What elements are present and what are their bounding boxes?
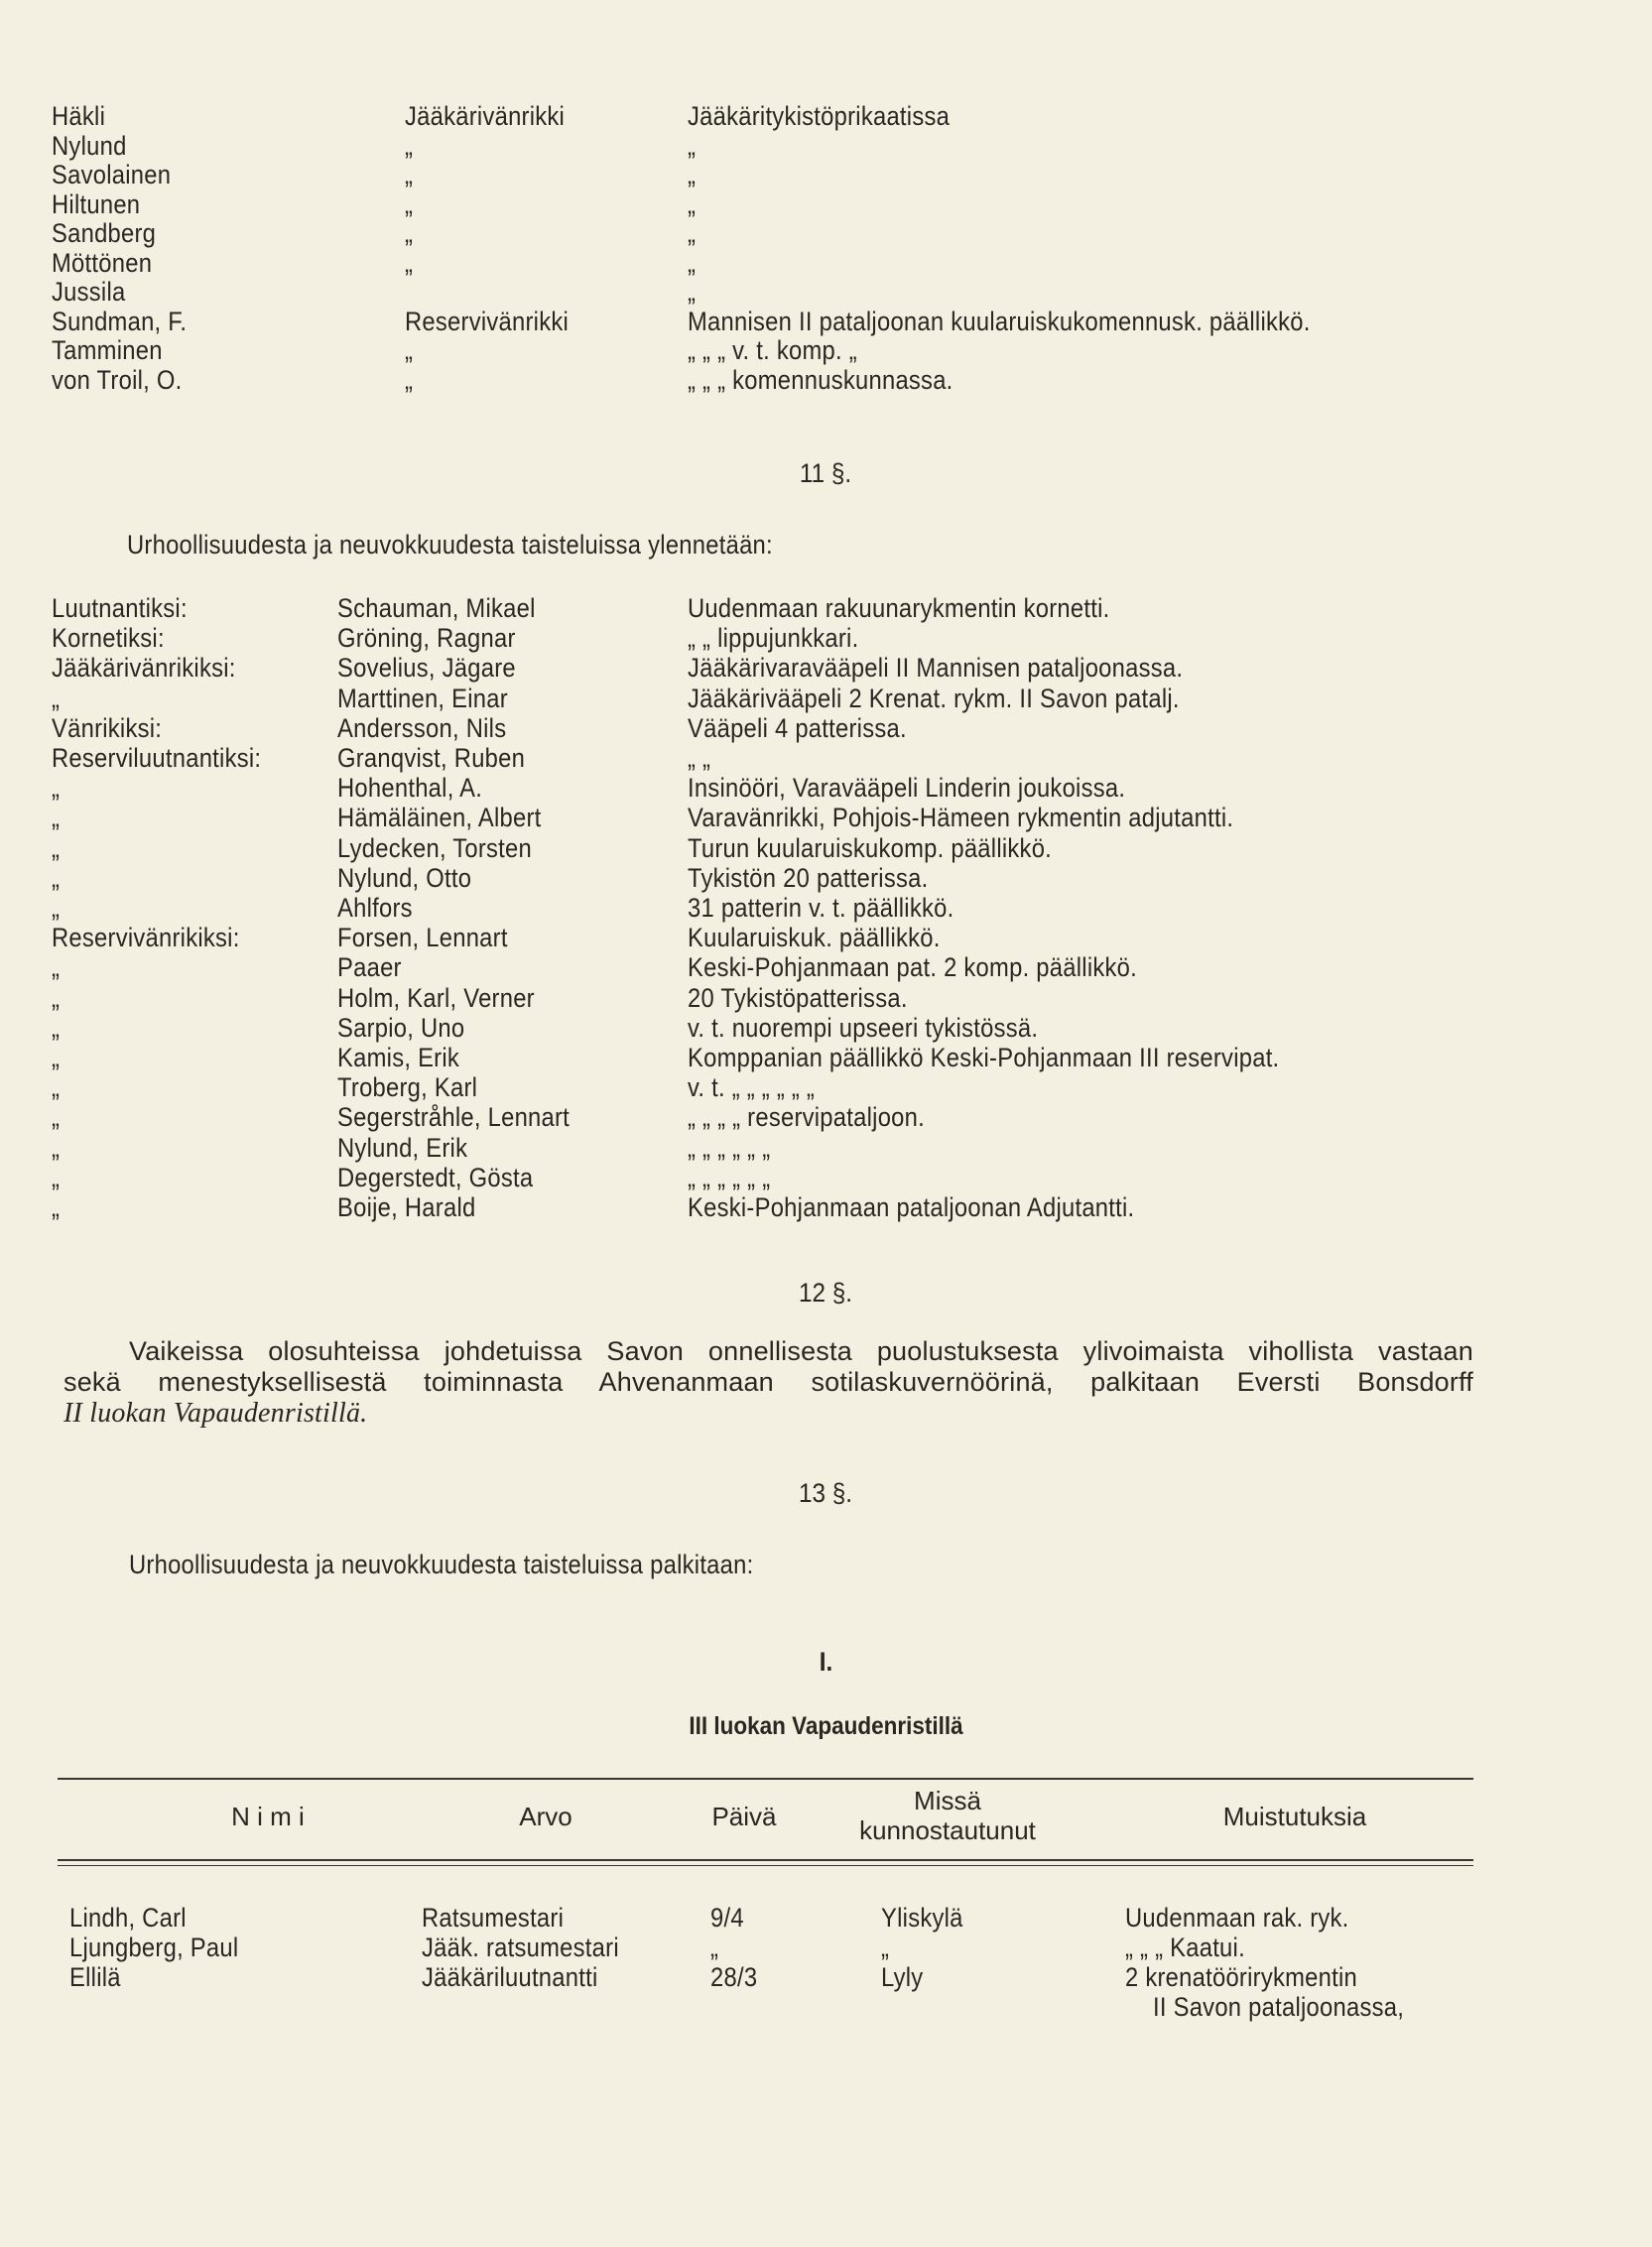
decoration-class-title: III luokan Vapaudenristillä xyxy=(689,1712,963,1740)
section-12-paragraph xyxy=(129,1336,1473,1367)
cell-rank: Ratsumestari xyxy=(422,1903,565,1933)
col-header-name: N i m i xyxy=(231,1802,305,1831)
person-name: Nylund xyxy=(52,130,127,161)
person-unit: „ xyxy=(688,130,697,161)
person-unit: „ xyxy=(688,188,697,219)
promotion-rank: Reserviluutnantiksi: xyxy=(52,743,262,773)
promotion-rank: „ xyxy=(52,1043,61,1072)
person-name: Tamminen xyxy=(52,335,163,365)
person-name: Hiltunen xyxy=(52,188,141,219)
promotion-rank: „ xyxy=(52,1012,61,1043)
promotion-note: Uudenmaan rakuunarykmentin kornetti. xyxy=(688,593,1110,623)
promotion-note: Vääpeli 4 patterissa. xyxy=(688,712,907,743)
promotion-name: Ahlfors xyxy=(337,893,413,923)
promotion-rank: „ xyxy=(52,683,61,713)
promotion-name: Gröning, Ragnar xyxy=(337,623,516,654)
promotion-note: Keski-Pohjanmaan pataljoonan Adjutantti. xyxy=(688,1192,1135,1222)
promotion-note: „ „ lippujunkkari. xyxy=(688,623,859,654)
promotion-note: Tykistön 20 patterissa. xyxy=(688,862,929,893)
promotion-rank: „ xyxy=(52,1192,61,1222)
table-header-rule-2 xyxy=(58,1865,1473,1866)
promotion-name: Sarpio, Uno xyxy=(337,1012,465,1043)
cell-note: Uudenmaan rak. ryk. xyxy=(1125,1903,1349,1933)
promotion-rank: „ xyxy=(52,1102,61,1133)
person-name: Jussila xyxy=(52,277,126,307)
promotion-rank: „ xyxy=(52,1162,61,1192)
cell-name: Ljungberg, Paul xyxy=(69,1933,239,1962)
section-11-heading: 11 §. xyxy=(800,458,852,488)
person-rank: „ xyxy=(405,218,414,248)
promotion-name: Andersson, Nils xyxy=(337,712,507,743)
promotion-name: Troberg, Karl xyxy=(337,1072,478,1103)
promotion-name: Schauman, Mikael xyxy=(337,593,536,623)
person-name: Häkli xyxy=(52,101,106,131)
person-rank: „ xyxy=(405,364,414,395)
person-name: Möttönen xyxy=(52,247,153,278)
promotion-name: Segerstråhle, Lennart xyxy=(337,1102,571,1133)
person-rank: „ xyxy=(405,335,414,365)
person-name: Sandberg xyxy=(52,218,157,248)
cell-rank: Jääkäriluutnantti xyxy=(422,1962,598,1992)
promotion-rank: „ xyxy=(52,1132,61,1163)
section-12-line-1: Vaikeissa olosuhteissa johdetuissa Savon onnellisesta puolustuksesta ylivoimaista vihollista vastaan xyxy=(129,1336,1473,1366)
promotion-rank: Luutnantiksi: xyxy=(52,593,188,623)
promotion-name: Granqvist, Ruben xyxy=(337,743,526,773)
cell-day: „ xyxy=(710,1933,719,1962)
promotion-rank: Kornetiksi: xyxy=(52,623,165,654)
cell-note: „ „ „ Kaatui. xyxy=(1125,1933,1245,1962)
promotion-note: v. t. nuorempi upseeri tykistössä. xyxy=(688,1012,1039,1043)
promotion-name: Paaer xyxy=(337,952,402,983)
promotion-rank: „ xyxy=(52,952,61,983)
person-unit: Jääkäritykistöprikaatissa xyxy=(688,101,951,131)
promotion-note: Turun kuularuiskukomp. päällikkö. xyxy=(688,832,1053,863)
cell-place: Yliskylä xyxy=(881,1903,963,1933)
promotion-note: Komppanian päällikkö Keski-Pohjanmaan III reservipat. xyxy=(688,1043,1280,1072)
section-12-line-3: II luokan Vapaudenristillä. xyxy=(64,1398,368,1429)
col-header-place-2: kunnostautunut xyxy=(859,1815,1036,1845)
promotion-name: Kamis, Erik xyxy=(337,1043,460,1072)
person-unit: „ xyxy=(688,160,697,189)
promotion-note: „ „ „ „ „ „ xyxy=(688,1132,771,1163)
promotion-rank: „ xyxy=(52,1072,61,1103)
person-unit: „ xyxy=(688,247,697,278)
promotion-note: v. t. „ „ „ „ „ „ xyxy=(688,1072,816,1103)
promotion-rank: Jääkärivänrikiksi: xyxy=(52,653,236,684)
promotion-note: „ „ „ „ „ „ xyxy=(688,1162,771,1192)
person-rank: Reservivänrikki xyxy=(405,306,570,336)
person-unit: „ „ „ v. t. komp. „ xyxy=(688,335,857,365)
promotion-note: Jääkärivaravääpeli II Mannisen pataljoonassa. xyxy=(688,653,1184,684)
person-unit: „ xyxy=(688,218,697,248)
table-top-rule xyxy=(58,1778,1473,1780)
person-rank: Jääkärivänrikki xyxy=(405,101,566,131)
promotion-name: Hohenthal, A. xyxy=(337,773,483,804)
promotion-name: Hämäläinen, Albert xyxy=(337,803,542,833)
promotion-rank: „ xyxy=(52,893,61,923)
promotion-rank: „ xyxy=(52,982,61,1013)
promotion-name: Degerstedt, Gösta xyxy=(337,1162,534,1192)
col-header-notes: Muistutuksia xyxy=(1222,1802,1367,1831)
cell-name: Ellilä xyxy=(69,1962,121,1992)
person-rank: „ xyxy=(405,160,414,189)
person-unit: „ xyxy=(688,277,697,307)
section-12-line-2: sekä menestyksellisestä toiminnasta Ahvenanmaan sotilaskuvernöörinä, palkitaan Eversti Bonsdorff xyxy=(64,1367,1473,1397)
promotion-note: „ „ xyxy=(688,743,711,773)
cell-note: 2 krenatöörirykmentin xyxy=(1125,1962,1358,1992)
cell-note-cont: II Savon pataljoonassa, xyxy=(1153,1992,1405,2022)
section-11-intro: Urhoollisuudesta ja neuvokkuudesta taisteluissa ylennetään: xyxy=(127,530,773,560)
cell-name: Lindh, Carl xyxy=(69,1903,187,1933)
promotion-rank: „ xyxy=(52,862,61,893)
person-name: von Troil, O. xyxy=(52,364,183,395)
promotion-note: Insinööri, Varavääpeli Linderin joukoissa. xyxy=(688,773,1126,804)
promotion-rank: „ xyxy=(52,832,61,863)
person-name: Savolainen xyxy=(52,160,172,189)
promotion-note: Keski-Pohjanmaan pat. 2 komp. päällikkö. xyxy=(688,952,1138,983)
promotion-note: „ „ „ „ reservipataljoon. xyxy=(688,1102,926,1133)
col-header-day: Päivä xyxy=(711,1802,777,1831)
promotion-name: Nylund, Otto xyxy=(337,862,472,893)
promotion-name: Sovelius, Jägare xyxy=(337,653,516,684)
table-header-rule xyxy=(58,1859,1473,1861)
section-13-heading: 13 §. xyxy=(799,1478,853,1508)
person-rank: „ xyxy=(405,188,414,219)
promotion-note: 31 patterin v. t. päällikkö. xyxy=(688,893,954,923)
promotion-rank: Reservivänrikiksi: xyxy=(52,923,240,953)
cell-rank: Jääk. ratsumestari xyxy=(422,1933,619,1962)
promotion-rank: „ xyxy=(52,773,61,804)
promotion-note: 20 Tykistöpatterissa. xyxy=(688,982,908,1013)
section-12-paragraph-cont xyxy=(64,1367,1473,1429)
col-header-place-1: Missä xyxy=(914,1786,981,1815)
person-name: Sundman, F. xyxy=(52,306,188,336)
promotion-name: Marttinen, Einar xyxy=(337,683,508,713)
promotion-name: Boije, Harald xyxy=(337,1192,476,1222)
promotion-note: Kuularuiskuk. päällikkö. xyxy=(688,923,941,953)
person-unit: „ „ „ komennuskunnassa. xyxy=(688,364,953,395)
promotion-note: Varavänrikki, Pohjois-Hämeen rykmentin adjutantti. xyxy=(688,803,1234,833)
promotion-note: Jääkärivääpeli 2 Krenat. rykm. II Savon patalj. xyxy=(688,683,1180,713)
cell-day: 28/3 xyxy=(710,1962,758,1992)
section-13-intro: Urhoollisuudesta ja neuvokkuudesta taisteluissa palkitaan: xyxy=(129,1550,754,1579)
person-rank: „ xyxy=(405,130,414,161)
promotion-name: Holm, Karl, Verner xyxy=(337,982,535,1013)
cell-place: Lyly xyxy=(881,1962,924,1992)
promotion-name: Nylund, Erik xyxy=(337,1132,468,1163)
cell-place: „ xyxy=(881,1933,890,1962)
person-unit: Mannisen II pataljoonan kuularuiskukomennusk. päällikkö. xyxy=(688,306,1311,336)
promotion-name: Lydecken, Torsten xyxy=(337,832,533,863)
promotion-rank: Vänrikiksi: xyxy=(52,712,163,743)
promotion-rank: „ xyxy=(52,803,61,833)
col-header-rank: Arvo xyxy=(519,1802,572,1831)
promotion-name: Forsen, Lennart xyxy=(337,923,508,953)
cell-day: 9/4 xyxy=(710,1903,744,1933)
section-13-subheading: I. xyxy=(819,1647,833,1677)
person-rank: „ xyxy=(405,247,414,278)
section-12-heading: 12 §. xyxy=(799,1278,853,1308)
